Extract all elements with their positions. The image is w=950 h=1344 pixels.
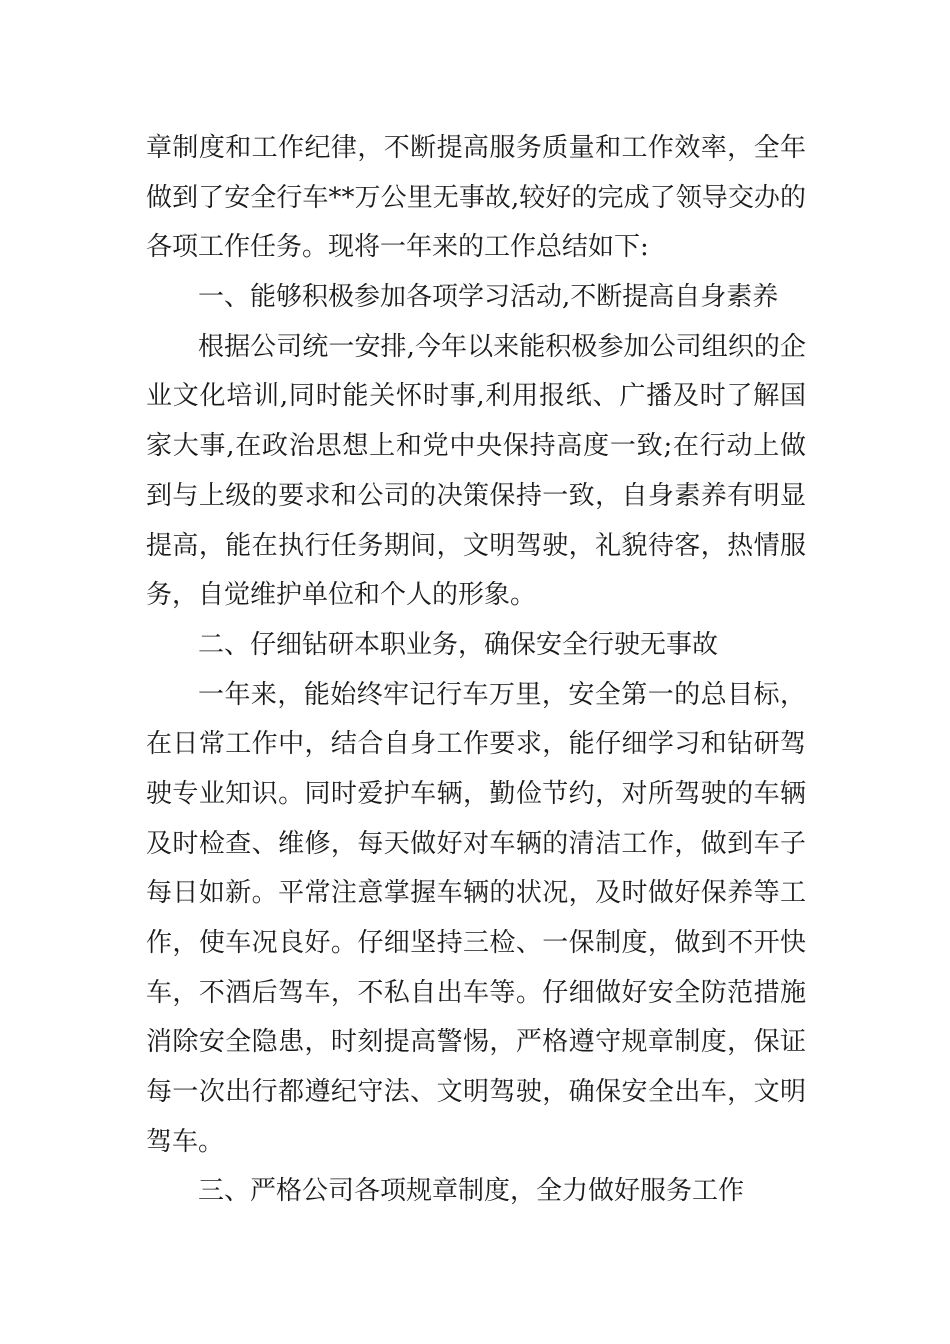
text-line: 及时检查、维修，每天做好对车辆的清洁工作，做到车子: [146, 828, 806, 859]
text-line: 提高，能在执行任务期间，文明驾驶，礼貌待客，热情服: [146, 530, 806, 561]
text-line: 驶专业知识。同时爱护车辆，勤俭节约，对所驾驶的车辆: [146, 778, 806, 809]
text-line: 每日如新。平常注意掌握车辆的状况，及时做好保养等工: [146, 878, 806, 909]
text-line: 车，不酒后驾车，不私自出车等。仔细做好安全防范措施: [146, 977, 806, 1008]
text-line: 根据公司统一安排,今年以来能积极参加公司组织的企: [198, 331, 806, 362]
text-line: 一年来，能始终牢记行车万里，安全第一的总目标，: [198, 679, 806, 710]
section-heading-1: 一、能够积极参加各项学习活动,不断提高自身素养: [198, 282, 779, 313]
text-line: 消除安全隐患，时刻提高警惕，严格遵守规章制度，保证: [146, 1027, 806, 1058]
text-line: 各项工作任务。现将一年来的工作总结如下:: [146, 232, 649, 263]
section-heading-3: 三、严格公司各项规章制度，全力做好服务工作: [198, 1176, 745, 1207]
text-line: 到与上级的要求和公司的决策保持一致，自身素养有明显: [146, 480, 806, 511]
text-line: 在日常工作中，结合自身工作要求，能仔细学习和钻研驾: [146, 729, 806, 760]
text-line: 作，使车况良好。仔细坚持三检、一保制度，做到不开快: [146, 928, 806, 958]
text-line: 做到了安全行车**万公里无事故,较好的完成了领导交办的: [146, 182, 806, 213]
text-line: 驾车。: [146, 1126, 225, 1157]
text-line: 家大事,在政治思想上和党中央保持高度一致;在行动上做: [146, 431, 806, 462]
text-line: 章制度和工作纪律，不断提高服务质量和工作效率，全年: [146, 133, 806, 163]
text-line: 每一次出行都遵纪守法、文明驾驶，确保安全出车，文明: [146, 1077, 806, 1108]
document-body: [146, 124, 806, 1217]
section-heading-2: 二、仔细钻研本职业务，确保安全行驶无事故: [198, 629, 719, 660]
text-line: 业文化培训,同时能关怀时事,利用报纸、广播及时了解国: [146, 381, 806, 412]
text-line: 务，自觉维护单位和个人的形象。: [146, 580, 537, 611]
